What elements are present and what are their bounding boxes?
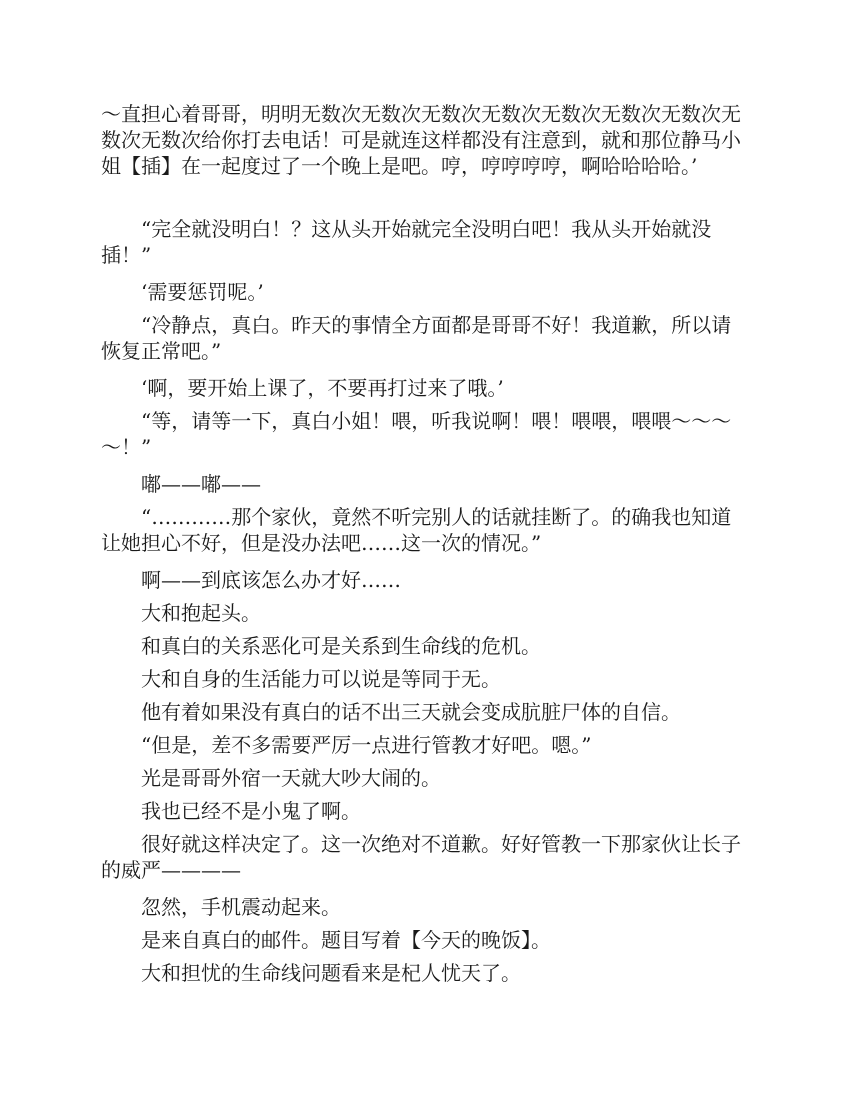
paragraph: ～直担心着哥哥，明明无数次无数次无数次无数次无数次无数次无数次无数次无数次给你打去电话！可是就连这样都没有注意到，就和那位静马小姐【插】在一起度过了一个晚上是吧。哼，哼哼哼哼，啊哈哈哈哈。’ — [101, 102, 741, 178]
paragraph: “等，请等一下，真白小姐！喂，听我说啊！喂！喂喂，喂喂～～～～！” — [101, 409, 732, 459]
paragraph: “…………那个家伙，竟然不听完别人的话就挂断了。的确我也知道让她担心不好，但是没办法吧……这一次的情况。” — [101, 505, 732, 555]
paragraph: 啊——到底该怎么办才好…… — [141, 568, 401, 592]
paragraph: 他有着如果没有真白的话不出三天就会变成肮脏尸体的自信。 — [141, 700, 681, 724]
paragraph: 大和抱起头。 — [141, 601, 261, 625]
paragraph: “冷静点，真白。昨天的事情全方面都是哥哥不好！我道歉，所以请恢复正常吧。” — [101, 313, 732, 363]
paragraph: “完全就没明白！？这从头开始就完全没明白吧！我从头开始就没插！” — [101, 217, 712, 267]
paragraph: 我也已经不是小鬼了啊。 — [141, 799, 361, 823]
paragraph: 光是哥哥外宿一天就大吵大闹的。 — [141, 766, 441, 790]
paragraph: “但是，差不多需要严厉一点进行管教才好吧。嗯。” — [141, 733, 592, 757]
paragraph: 大和担忧的生命线问题看来是杞人忧天了。 — [141, 961, 521, 985]
paragraph: 是来自真白的邮件。题目写着【今天的晚饭】。 — [141, 928, 551, 952]
paragraph: ‘需要惩罚呢。’ — [141, 280, 264, 304]
paragraph: ‘啊，要开始上课了，不要再打过来了哦。’ — [141, 376, 504, 400]
paragraph: 很好就这样决定了。这一次绝对不道歉。好好管教一下那家伙让长子的威严———— — [101, 832, 741, 882]
paragraph: 忽然，手机震动起来。 — [141, 895, 341, 919]
paragraph: 大和自身的生活能力可以说是等同于无。 — [141, 667, 501, 691]
paragraph: 嘟——嘟—— — [141, 472, 261, 496]
paragraph: 和真白的关系恶化可是关系到生命线的危机。 — [141, 634, 541, 658]
